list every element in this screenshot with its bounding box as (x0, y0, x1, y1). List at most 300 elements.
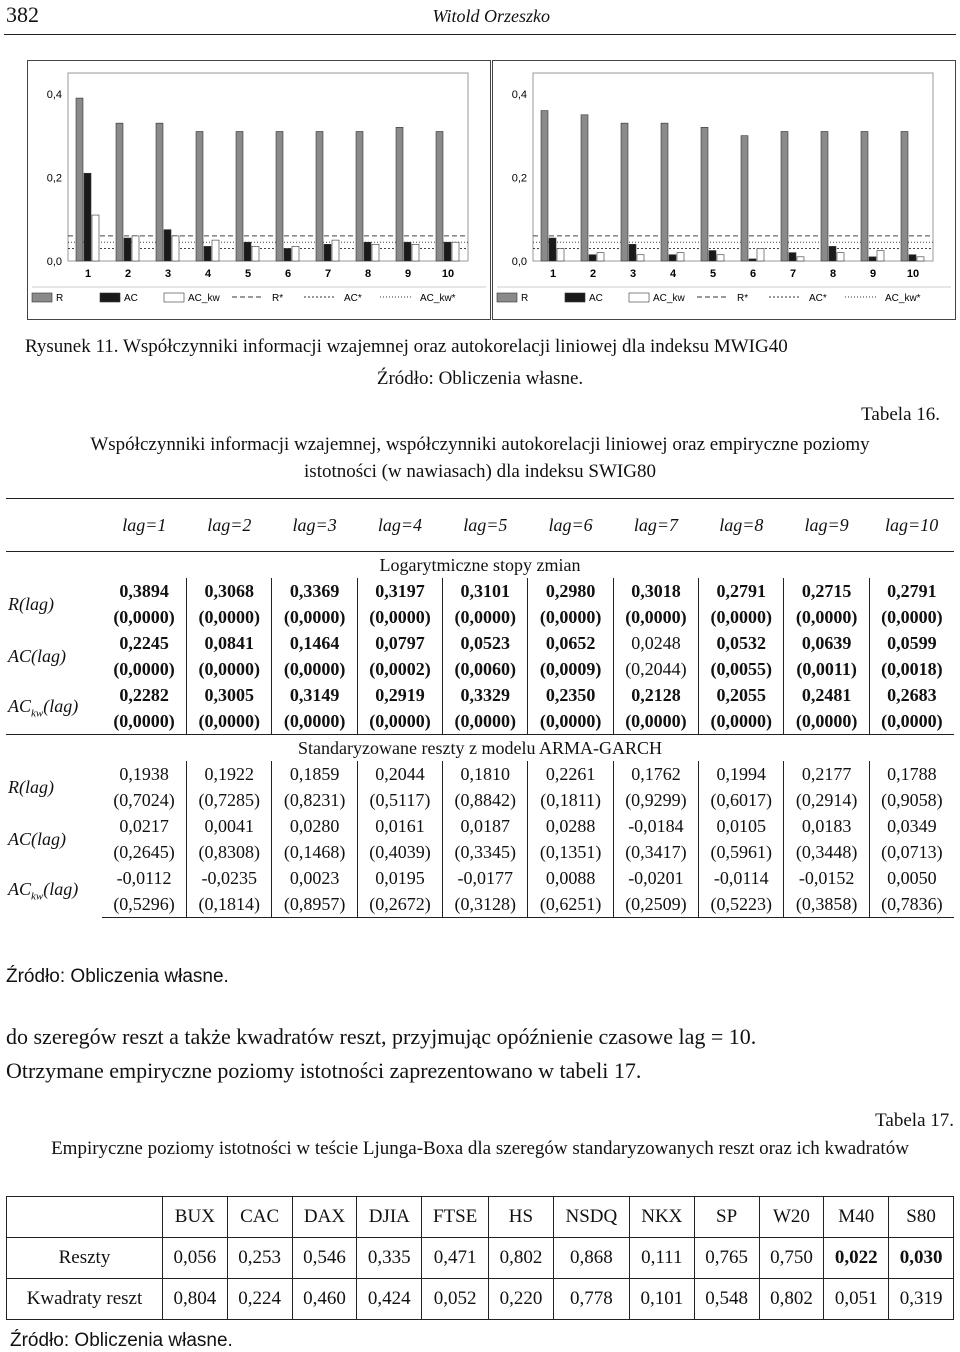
table16-value: 0,0041 (187, 813, 272, 839)
table16-pvalue: (0,0000) (102, 656, 187, 682)
table17-value: 0,750 (759, 1238, 824, 1279)
table17-column-header: NKX (629, 1197, 694, 1238)
table17-value: 0,319 (889, 1279, 954, 1320)
table16-pvalue: (0,1814) (187, 891, 272, 918)
bar-r (621, 123, 628, 261)
table16-pvalue: (0,0000) (443, 708, 528, 735)
bar-ac (324, 244, 331, 261)
x-tick-label: 4 (204, 268, 212, 280)
running-head-author: Witold Orzeszko (432, 6, 550, 26)
bar-ac (84, 173, 91, 261)
table16-section-row (6, 552, 954, 579)
table17-value: 0,546 (292, 1238, 357, 1279)
bar-ac-kw (412, 244, 419, 261)
bar-ac (164, 230, 171, 261)
bar-r (781, 131, 788, 261)
table16-value: 0,2350 (528, 682, 613, 708)
x-tick-label: 3 (164, 268, 172, 280)
table17-column-header: S80 (889, 1197, 954, 1238)
table16-pvalue: (0,0011) (784, 656, 869, 682)
bar-r (541, 111, 548, 261)
table17 (6, 1196, 954, 1320)
table16-value: 0,3018 (613, 578, 698, 604)
table16-value: -0,0114 (699, 865, 784, 891)
legend-swatch (32, 293, 52, 302)
bar-ac-kw (597, 253, 604, 261)
table16-value: 0,3197 (357, 578, 442, 604)
x-tick-label: 8 (364, 268, 372, 280)
table16-pvalue: (0,0000) (187, 656, 272, 682)
y-tick-label: 0,4 (511, 88, 527, 101)
table16-title-line1: Współczynniki informacji wzajemnej, współczynniki autokorelacji liniowej oraz empiryczne poziomy (90, 434, 870, 455)
table16-value: 0,0088 (528, 865, 613, 891)
bar-ac-kw (372, 244, 379, 261)
y-tick-label: 0,2 (46, 172, 62, 185)
table16-row (6, 865, 954, 891)
table16-pvalue: (0,0713) (881, 841, 943, 862)
legend-label: R (521, 293, 529, 304)
bar-ac-kw (677, 253, 684, 261)
bar-ac (244, 242, 251, 261)
table17-column-header: SP (694, 1197, 759, 1238)
table16-value: 0,2177 (784, 761, 869, 787)
bar-r (741, 136, 748, 261)
table16-pvalue: (0,2645) (102, 839, 187, 865)
legend-label: AC* (344, 293, 362, 304)
table16-value: 0,0349 (887, 815, 937, 836)
table16-pvalue: (0,3345) (443, 839, 528, 865)
bar-ac-kw (557, 248, 564, 261)
figure-source: Źródło: Obliczenia własne. (376, 368, 584, 389)
table16-value: -0,0201 (613, 865, 698, 891)
table16-pvalue: (0,0000) (528, 708, 613, 735)
bar-r (396, 127, 403, 261)
table17-value: 0,802 (489, 1238, 554, 1279)
bar-r (436, 131, 443, 261)
table16-pvalue: (0,9299) (613, 787, 698, 813)
table16-value: 0,3068 (187, 578, 272, 604)
table16-value: 0,0797 (357, 630, 442, 656)
bar-r (821, 131, 828, 261)
table16-pvalue: (0,9058) (881, 789, 943, 810)
table16-value: 0,0248 (613, 630, 698, 656)
table16-pvalue: (0,5223) (699, 891, 784, 918)
table16-row-label: AC(lag) (8, 645, 67, 666)
table16-value: 0,0532 (699, 630, 784, 656)
table16-lag-header: lag=2 (187, 499, 272, 552)
chart-left (27, 60, 491, 320)
x-tick-label: 10 (441, 268, 455, 280)
bar-ac-kw (292, 246, 299, 261)
table16-pvalue: (0,8231) (272, 787, 357, 813)
table16-pvalue: (0,2044) (613, 656, 698, 682)
legend-label: AC* (809, 293, 827, 304)
table16-value: 0,1922 (187, 761, 272, 787)
table16-pvalue: (0,2672) (357, 891, 442, 918)
table16-pvalue: (0,0000) (613, 708, 698, 735)
table16-pvalue: (0,0060) (443, 656, 528, 682)
table17-header-row (7, 1197, 954, 1238)
table17-value: 0,548 (694, 1279, 759, 1320)
bar-ac-kw (212, 240, 219, 261)
table16-pvalue: (0,0000) (102, 604, 187, 630)
x-tick-label: 7 (324, 268, 332, 280)
table16-row (6, 604, 954, 630)
bar-ac (124, 238, 131, 261)
table17-value: 0,030 (889, 1238, 954, 1279)
bar-r (236, 131, 243, 261)
table16-row (6, 656, 954, 682)
table16-source: Źródło: Obliczenia własne. (6, 966, 229, 987)
table16-value: 0,0523 (443, 630, 528, 656)
legend-label: R* (737, 293, 749, 304)
y-tick-label: 0,0 (46, 256, 62, 268)
table16-pvalue: (0,0000) (272, 604, 357, 630)
table17-column-header: DJIA (357, 1197, 422, 1238)
table16-pvalue: (0,2509) (613, 891, 698, 918)
table17-value: 0,052 (422, 1279, 489, 1320)
legend-swatch (565, 293, 585, 302)
table16-row (6, 813, 954, 839)
bar-ac (669, 255, 676, 261)
table16-row (6, 630, 954, 656)
table16-value: 0,0187 (443, 813, 528, 839)
table17-value: 0,778 (553, 1279, 629, 1320)
table16-value: 0,0183 (784, 813, 869, 839)
bar-ac (709, 251, 716, 261)
table17-value: 0,424 (357, 1279, 422, 1320)
table16-section-title: Standaryzowane reszty z modelu ARMA-GARCH (6, 735, 954, 762)
chart-right (492, 60, 956, 320)
table16-row (6, 787, 954, 813)
table16-value: 0,3369 (272, 578, 357, 604)
x-tick-label: 2 (124, 268, 132, 280)
bar-ac-kw (837, 253, 844, 261)
table17-column-header: FTSE (422, 1197, 489, 1238)
table16-value: 0,2791 (887, 580, 937, 601)
table16-pvalue: (0,0000) (784, 604, 869, 630)
table16-pvalue: (0,4039) (357, 839, 442, 865)
table17-column-header: NSDQ (553, 1197, 629, 1238)
table16-pvalue: (0,0000) (881, 606, 943, 627)
table16-pvalue: (0,2914) (784, 787, 869, 813)
table16-value: 0,1788 (887, 763, 937, 784)
table16-row-label: $AC_{kw}(lag)$ (8, 879, 79, 904)
table16-value: 0,3894 (102, 578, 187, 604)
table16-value: 0,0841 (187, 630, 272, 656)
table16-value: 0,0288 (528, 813, 613, 839)
table17-value: 0,804 (162, 1279, 227, 1320)
legend-swatch (629, 293, 649, 302)
table17-column-header: DAX (292, 1197, 357, 1238)
table16-value: 0,2245 (102, 630, 187, 656)
x-tick-label: 4 (669, 268, 677, 280)
table17-source: Źródło: Obliczenia własne. (10, 1330, 233, 1351)
table16-value: 0,0652 (528, 630, 613, 656)
table16-value: -0,0184 (613, 813, 698, 839)
table16-pvalue: (0,1811) (528, 787, 613, 813)
bar-r (156, 123, 163, 261)
chart-left-svg (28, 61, 490, 319)
legend-label: AC_kw* (420, 293, 456, 304)
table16-row (6, 761, 954, 787)
bar-r (276, 131, 283, 261)
table16-pvalue: (0,0009) (528, 656, 613, 682)
x-tick-label: 6 (284, 268, 292, 280)
bar-ac (364, 242, 371, 261)
table17-column-header: HS (489, 1197, 554, 1238)
table16-pvalue: (0,0000) (784, 708, 869, 735)
bar-ac-kw (132, 236, 139, 261)
table16-pvalue: (0,1468) (272, 839, 357, 865)
chart-right-svg (493, 61, 955, 319)
bar-ac-kw (92, 215, 99, 261)
table16-pvalue: (0,1351) (528, 839, 613, 865)
x-tick-label: 10 (906, 268, 920, 280)
table16-pvalue: (0,7024) (102, 787, 187, 813)
table16-pvalue: (0,3128) (443, 891, 528, 918)
table17-corner (7, 1197, 163, 1238)
table16-value: 0,2919 (357, 682, 442, 708)
table16-value: -0,0177 (443, 865, 528, 891)
table16-value: -0,0235 (187, 865, 272, 891)
bar-ac (909, 255, 916, 261)
x-tick-label: 1 (549, 268, 557, 280)
bar-ac-kw (797, 257, 804, 261)
table17-value: 0,802 (759, 1279, 824, 1320)
table16-pvalue: (0,6017) (699, 787, 784, 813)
table16-value: 0,2980 (528, 578, 613, 604)
bar-ac-kw (717, 255, 724, 261)
table16-pvalue: (0,0000) (613, 604, 698, 630)
table16-value: 0,0023 (272, 865, 357, 891)
table16-value: 0,2791 (699, 578, 784, 604)
table17-row-label: Kwadraty reszt (7, 1279, 163, 1320)
table16-pvalue: (0,0000) (272, 656, 357, 682)
x-tick-label: 3 (629, 268, 637, 280)
table16-pvalue: (0,7285) (187, 787, 272, 813)
table16-lag-header: lag=1 (102, 499, 187, 552)
table17-value: 0,224 (227, 1279, 292, 1320)
legend-label: AC_kw (653, 293, 685, 304)
table16-row-label: $AC_{kw}(lag)$ (8, 696, 79, 720)
table16-pvalue: (0,3417) (613, 839, 698, 865)
bar-r (661, 123, 668, 261)
bar-ac (789, 253, 796, 261)
table16-row (6, 708, 954, 735)
bar-ac (589, 255, 596, 261)
table17-title: Empiryczne poziomy istotności w teście Ljunga-Boxa dla szeregów standaryzowanych reszt oraz ich kwadratów (51, 1138, 909, 1159)
table16-pvalue: (0,0000) (881, 710, 943, 731)
table16-pvalue: (0,0000) (699, 708, 784, 735)
x-tick-label: 5 (709, 268, 717, 280)
legend-swatch (164, 293, 184, 302)
table17-value: 0,253 (227, 1238, 292, 1279)
table16-pvalue: (0,3448) (784, 839, 869, 865)
bar-ac (444, 242, 451, 261)
table17-label: Tabela 17. (875, 1110, 954, 1131)
bar-r (901, 131, 908, 261)
bar-r (316, 131, 323, 261)
bar-r (701, 127, 708, 261)
table17-value: 0,101 (629, 1279, 694, 1320)
body-text-line2: Otrzymane empiryczne poziomy istotności zaprezentowano w tabeli 17. (6, 1058, 642, 1083)
table16-value: 0,2128 (613, 682, 698, 708)
table16-pvalue: (0,0000) (528, 604, 613, 630)
table16-pvalue: (0,0000) (102, 708, 187, 735)
table16-value: 0,1994 (699, 761, 784, 787)
table16-value: 0,1810 (443, 761, 528, 787)
bar-ac-kw (252, 246, 259, 261)
table17-row (7, 1238, 954, 1279)
table17-value: 0,335 (357, 1238, 422, 1279)
table17-value: 0,056 (162, 1238, 227, 1279)
table16-value: 0,2044 (357, 761, 442, 787)
y-tick-label: 0,0 (511, 256, 527, 268)
table17-value: 0,460 (292, 1279, 357, 1320)
bar-ac (404, 242, 411, 261)
bar-ac-kw (452, 242, 459, 261)
table16-value: 0,0217 (102, 813, 187, 839)
table16-value: 0,0599 (887, 632, 937, 653)
bar-ac (749, 259, 756, 261)
bar-ac (869, 257, 876, 261)
table16-pvalue: (0,0000) (187, 604, 272, 630)
table16-label: Tabela 16. (861, 404, 940, 425)
table16-pvalue: (0,0000) (187, 708, 272, 735)
table16-corner (6, 499, 102, 552)
table16-pvalue: (0,8957) (272, 891, 357, 918)
table16-value: 0,3149 (272, 682, 357, 708)
legend-label: R (56, 293, 64, 304)
table16-lag-header: lag=10 (869, 499, 954, 552)
table17-column-header: CAC (227, 1197, 292, 1238)
bar-ac-kw (917, 257, 924, 261)
bar-r (76, 98, 83, 261)
table16-value: 0,0105 (699, 813, 784, 839)
table16-pvalue: (0,0000) (272, 708, 357, 735)
table16 (6, 498, 954, 918)
table17-column-header: W20 (759, 1197, 824, 1238)
table16-value: 0,1464 (272, 630, 357, 656)
table16-lag-header: lag=3 (272, 499, 357, 552)
table16-header-row (6, 499, 954, 552)
bar-r (861, 131, 868, 261)
table16-value: -0,0112 (102, 865, 187, 891)
plot-area (533, 73, 933, 261)
table16-pvalue: (0,0000) (357, 708, 442, 735)
table16-pvalue: (0,0018) (881, 658, 943, 679)
table16-row (6, 839, 954, 865)
table16-value: 0,3005 (187, 682, 272, 708)
x-tick-label: 8 (829, 268, 837, 280)
table16-value: 0,1762 (613, 761, 698, 787)
table16-section-title: Logarytmiczne stopy zmian (6, 552, 954, 579)
table16-value: -0,0152 (784, 865, 869, 891)
bar-ac (829, 246, 836, 261)
table17-row (7, 1279, 954, 1320)
table16-value: 0,2683 (887, 684, 937, 705)
body-text-line1: do szeregów reszt a także kwadratów reszt, przyjmując opóźnienie czasowe lag = 10. (6, 1024, 757, 1049)
table16-row (6, 682, 954, 708)
table17-row-label: Reszty (7, 1238, 163, 1279)
table16-value: 0,2055 (699, 682, 784, 708)
bar-r (116, 123, 123, 261)
table16-pvalue: (0,5961) (699, 839, 784, 865)
table16-row-label: AC(lag) (8, 828, 67, 849)
x-tick-label: 1 (84, 268, 92, 280)
table16-pvalue: (0,3858) (784, 891, 869, 918)
table16-value: 0,3329 (443, 682, 528, 708)
table16-lag-header: lag=9 (784, 499, 869, 552)
x-tick-label: 5 (244, 268, 252, 280)
table16-pvalue: (0,0000) (443, 604, 528, 630)
table17-value: 0,022 (824, 1238, 889, 1279)
table16-value: 0,0195 (357, 865, 442, 891)
y-tick-label: 0,4 (46, 88, 62, 101)
legend-label: AC (589, 293, 603, 304)
table16-pvalue: (0,5117) (357, 787, 442, 813)
legend-label: AC_kw (188, 293, 220, 304)
bar-ac-kw (332, 240, 339, 261)
table16-value: 0,0050 (887, 867, 937, 888)
table16-pvalue: (0,8842) (443, 787, 528, 813)
table16-value: 0,0161 (357, 813, 442, 839)
bar-ac-kw (877, 251, 884, 261)
table16-title-line2: istotności (w nawiasach) dla indeksu SWIG80 (304, 461, 656, 482)
bar-ac (284, 248, 291, 261)
table16-value: 0,1938 (102, 761, 187, 787)
table16-value: 0,3101 (443, 578, 528, 604)
bar-ac (204, 246, 211, 261)
table16-lag-header: lag=6 (528, 499, 613, 552)
bar-ac-kw (757, 248, 764, 261)
page-number: 382 (6, 2, 39, 27)
table16-value: 0,2282 (102, 682, 187, 708)
table16-row (6, 891, 954, 918)
table16-section-row (6, 735, 954, 762)
table16-pvalue: (0,0000) (699, 604, 784, 630)
header-rule (4, 34, 956, 35)
x-tick-label: 9 (869, 268, 877, 280)
bar-ac-kw (172, 236, 179, 261)
table16-row-label: R(lag) (8, 776, 55, 797)
figure-caption: Rysunek 11. Współczynniki informacji wzajemnej oraz autokorelacji liniowej dla indeksu MWIG40 (25, 336, 788, 357)
table16-lag-header: lag=7 (613, 499, 698, 552)
plot-area (68, 73, 468, 261)
table16-pvalue: (0,0002) (357, 656, 442, 682)
table16-value: 0,0280 (272, 813, 357, 839)
table16-value: 0,2261 (528, 761, 613, 787)
table17-value: 0,471 (422, 1238, 489, 1279)
x-tick-label: 2 (589, 268, 597, 280)
table17-value: 0,051 (824, 1279, 889, 1320)
table16-pvalue: (0,8308) (187, 839, 272, 865)
bar-ac-kw (637, 255, 644, 261)
table17-value: 0,220 (489, 1279, 554, 1320)
table16-pvalue: (0,7836) (869, 891, 954, 918)
table16-pvalue: (0,6251) (528, 891, 613, 918)
table16-row (6, 578, 954, 604)
table16-value: 0,2481 (784, 682, 869, 708)
table16-lag-header: lag=5 (443, 499, 528, 552)
table16-row-label: R(lag) (8, 593, 55, 614)
legend-swatch (100, 293, 120, 302)
legend-label: AC (124, 293, 138, 304)
table17-value: 0,111 (629, 1238, 694, 1279)
table17-value: 0,765 (694, 1238, 759, 1279)
x-tick-label: 7 (789, 268, 797, 280)
